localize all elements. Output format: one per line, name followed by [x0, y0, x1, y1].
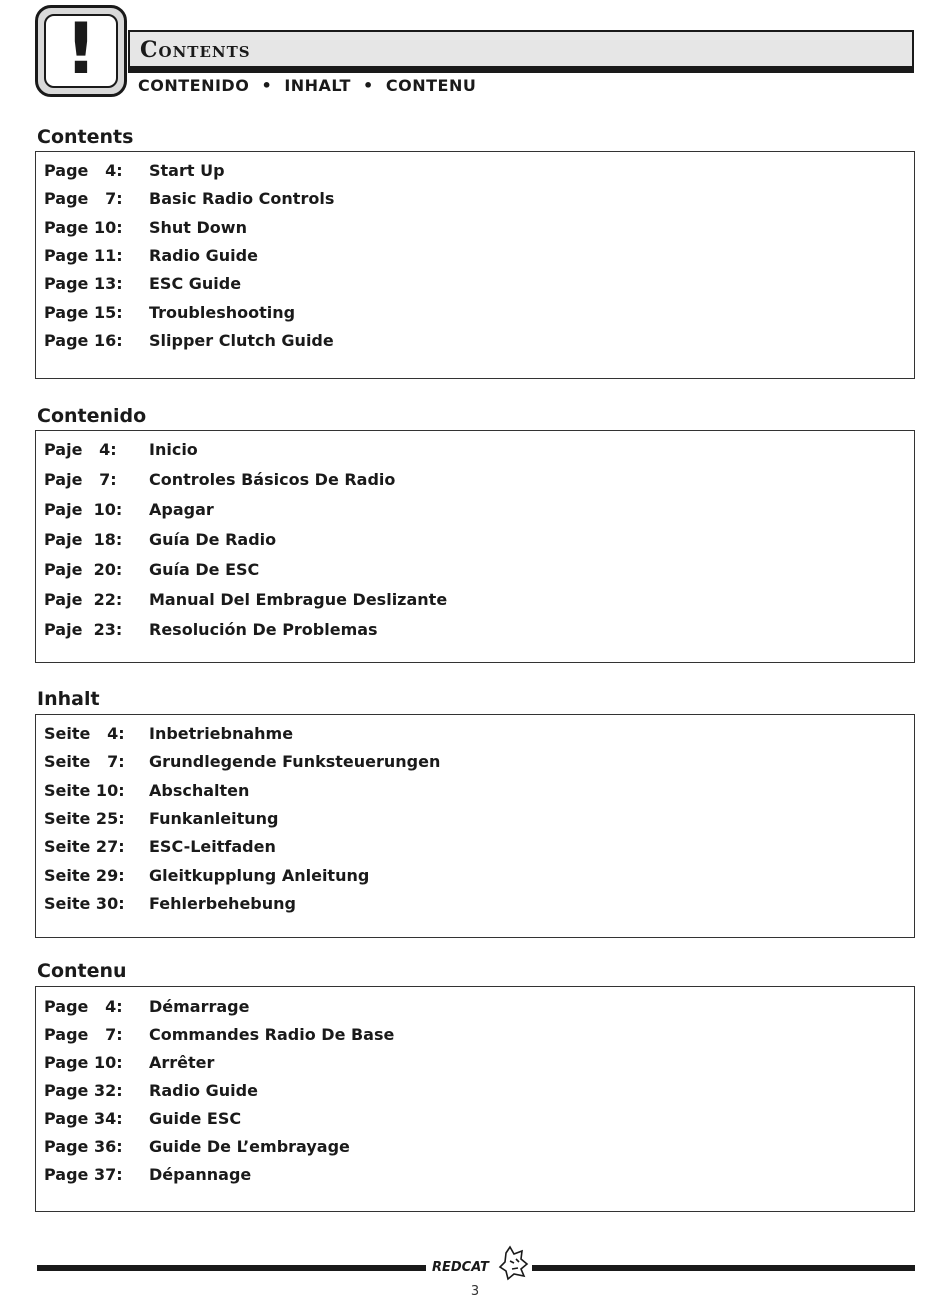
toc-entry-title: Inicio — [149, 440, 198, 459]
section-box-contenu — [35, 986, 915, 1212]
exclamation-icon: ! — [65, 8, 97, 90]
toc-entry-title: Resolución De Problemas — [149, 620, 378, 639]
toc-entry[interactable] — [44, 781, 249, 800]
toc-entry-title: Gleitkupplung Anleitung — [149, 866, 370, 885]
toc-entry-title: Funkanleitung — [149, 809, 279, 828]
toc-page-ref: Page 34: — [44, 1109, 123, 1128]
toc-entry-title: Start Up — [149, 161, 225, 180]
toc-entry[interactable] — [44, 1165, 251, 1184]
toc-page-ref: Seite 4: — [44, 724, 125, 743]
toc-entry-title: Dépannage — [149, 1165, 252, 1184]
toc-entry[interactable] — [44, 246, 258, 265]
toc-entry-title: Troubleshooting — [149, 303, 296, 322]
toc-entry[interactable] — [44, 752, 440, 771]
toc-page-ref: Page 36: — [44, 1137, 123, 1156]
toc-entry[interactable] — [44, 894, 296, 913]
toc-entry-title: Guía De ESC — [149, 560, 260, 579]
section-box-contenido — [35, 430, 915, 663]
toc-page-ref: Page 7: — [44, 189, 123, 208]
warning-icon-inner — [44, 8, 118, 90]
toc-entry[interactable] — [44, 274, 241, 293]
toc-entry[interactable] — [44, 161, 225, 180]
toc-page-ref: Paje 7: — [44, 470, 117, 489]
toc-page-ref: Page 16: — [44, 331, 123, 350]
section-heading-contenu: Contenu — [37, 960, 127, 982]
toc-page-ref: Paje 18: — [44, 530, 123, 549]
toc-entry[interactable] — [44, 1053, 214, 1072]
toc-entry-title: Basic Radio Controls — [149, 189, 335, 208]
toc-entry-title: Radio Guide — [149, 1081, 258, 1100]
section-heading-inhalt: Inhalt — [37, 688, 100, 710]
toc-page-ref: Page 10: — [44, 1053, 123, 1072]
toc-entry[interactable] — [44, 724, 293, 743]
toc-entry-title: Guide ESC — [149, 1109, 242, 1128]
toc-page-ref: Paje 23: — [44, 620, 123, 639]
warning-icon — [35, 5, 127, 97]
title-bar-shadow — [128, 68, 914, 73]
toc-entry-title: Apagar — [149, 500, 214, 519]
toc-entry[interactable] — [44, 1025, 394, 1044]
page-title: Contents — [140, 37, 251, 63]
toc-entry[interactable] — [44, 620, 378, 639]
toc-entry[interactable] — [44, 1137, 350, 1156]
page-subtitle: CONTENIDO • INHALT • CONTENU — [138, 76, 477, 95]
toc-page-ref: Seite 7: — [44, 752, 125, 771]
section-heading-contenido: Contenido — [37, 405, 147, 427]
footer-rule-right — [530, 1265, 915, 1271]
toc-entry[interactable] — [44, 560, 259, 579]
toc-entry-title: Slipper Clutch Guide — [149, 331, 334, 350]
page-number: 3 — [470, 1284, 480, 1299]
toc-entry[interactable] — [44, 189, 334, 208]
toc-entry[interactable] — [44, 500, 214, 519]
toc-entry[interactable] — [44, 530, 276, 549]
toc-page-ref: Page 4: — [44, 997, 123, 1016]
toc-page-ref: Page 15: — [44, 303, 123, 322]
toc-entry[interactable] — [44, 470, 395, 489]
toc-entry-title: Controles Básicos De Radio — [149, 470, 396, 489]
title-bar — [128, 30, 914, 68]
toc-entry-title: Guía De Radio — [149, 530, 277, 549]
toc-page-ref: Seite 10: — [44, 781, 125, 800]
toc-page-ref: Seite 25: — [44, 809, 125, 828]
redcat-logo — [426, 1245, 532, 1281]
toc-page-ref: Page 13: — [44, 274, 123, 293]
toc-entry[interactable] — [44, 303, 295, 322]
toc-page-ref: Paje 20: — [44, 560, 123, 579]
toc-page-ref: Page 11: — [44, 246, 123, 265]
toc-page-ref: Paje 4: — [44, 440, 117, 459]
toc-entry-title: Abschalten — [149, 781, 250, 800]
toc-entry[interactable] — [44, 1081, 258, 1100]
toc-entry[interactable] — [44, 809, 278, 828]
toc-entry-title: Inbetriebnahme — [149, 724, 294, 743]
toc-entry-title: Arrêter — [149, 1053, 215, 1072]
section-box-contents — [35, 151, 915, 379]
toc-page-ref: Seite 29: — [44, 866, 125, 885]
toc-entry[interactable] — [44, 1109, 241, 1128]
toc-entry[interactable] — [44, 997, 249, 1016]
toc-page-ref: Page 32: — [44, 1081, 123, 1100]
toc-page-ref: Paje 22: — [44, 590, 123, 609]
toc-entry-title: Commandes Radio De Base — [149, 1025, 395, 1044]
toc-page-ref: Page 7: — [44, 1025, 123, 1044]
toc-page-ref: Seite 27: — [44, 837, 125, 856]
toc-page-ref: Page 37: — [44, 1165, 123, 1184]
toc-entry[interactable] — [44, 331, 334, 350]
toc-entry-title: Fehlerbehebung — [149, 894, 296, 913]
toc-entry[interactable] — [44, 837, 276, 856]
toc-entry-title: ESC Guide — [149, 274, 242, 293]
toc-entry-title: Manual Del Embrague Deslizante — [149, 590, 448, 609]
toc-entry[interactable] — [44, 440, 198, 459]
section-box-inhalt — [35, 714, 915, 938]
toc-entry[interactable] — [44, 590, 447, 609]
redcat-logo-text: REDCAT — [432, 1260, 489, 1275]
toc-entry-title: Grundlegende Funksteuerungen — [149, 752, 441, 771]
footer-rule-left — [37, 1265, 428, 1271]
toc-entry-title: Radio Guide — [149, 246, 258, 265]
toc-entry-title: ESC-Leitfaden — [149, 837, 276, 856]
section-heading-contents: Contents — [37, 126, 134, 148]
toc-page-ref: Paje 10: — [44, 500, 123, 519]
toc-page-ref: Page 10: — [44, 218, 123, 237]
toc-entry-title: Guide De L’embrayage — [149, 1137, 350, 1156]
toc-page-ref: Seite 30: — [44, 894, 125, 913]
toc-entry[interactable] — [44, 866, 369, 885]
toc-entry-title: Shut Down — [149, 218, 247, 237]
toc-entry[interactable] — [44, 218, 247, 237]
toc-page-ref: Page 4: — [44, 161, 123, 180]
toc-entry-title: Démarrage — [149, 997, 250, 1016]
